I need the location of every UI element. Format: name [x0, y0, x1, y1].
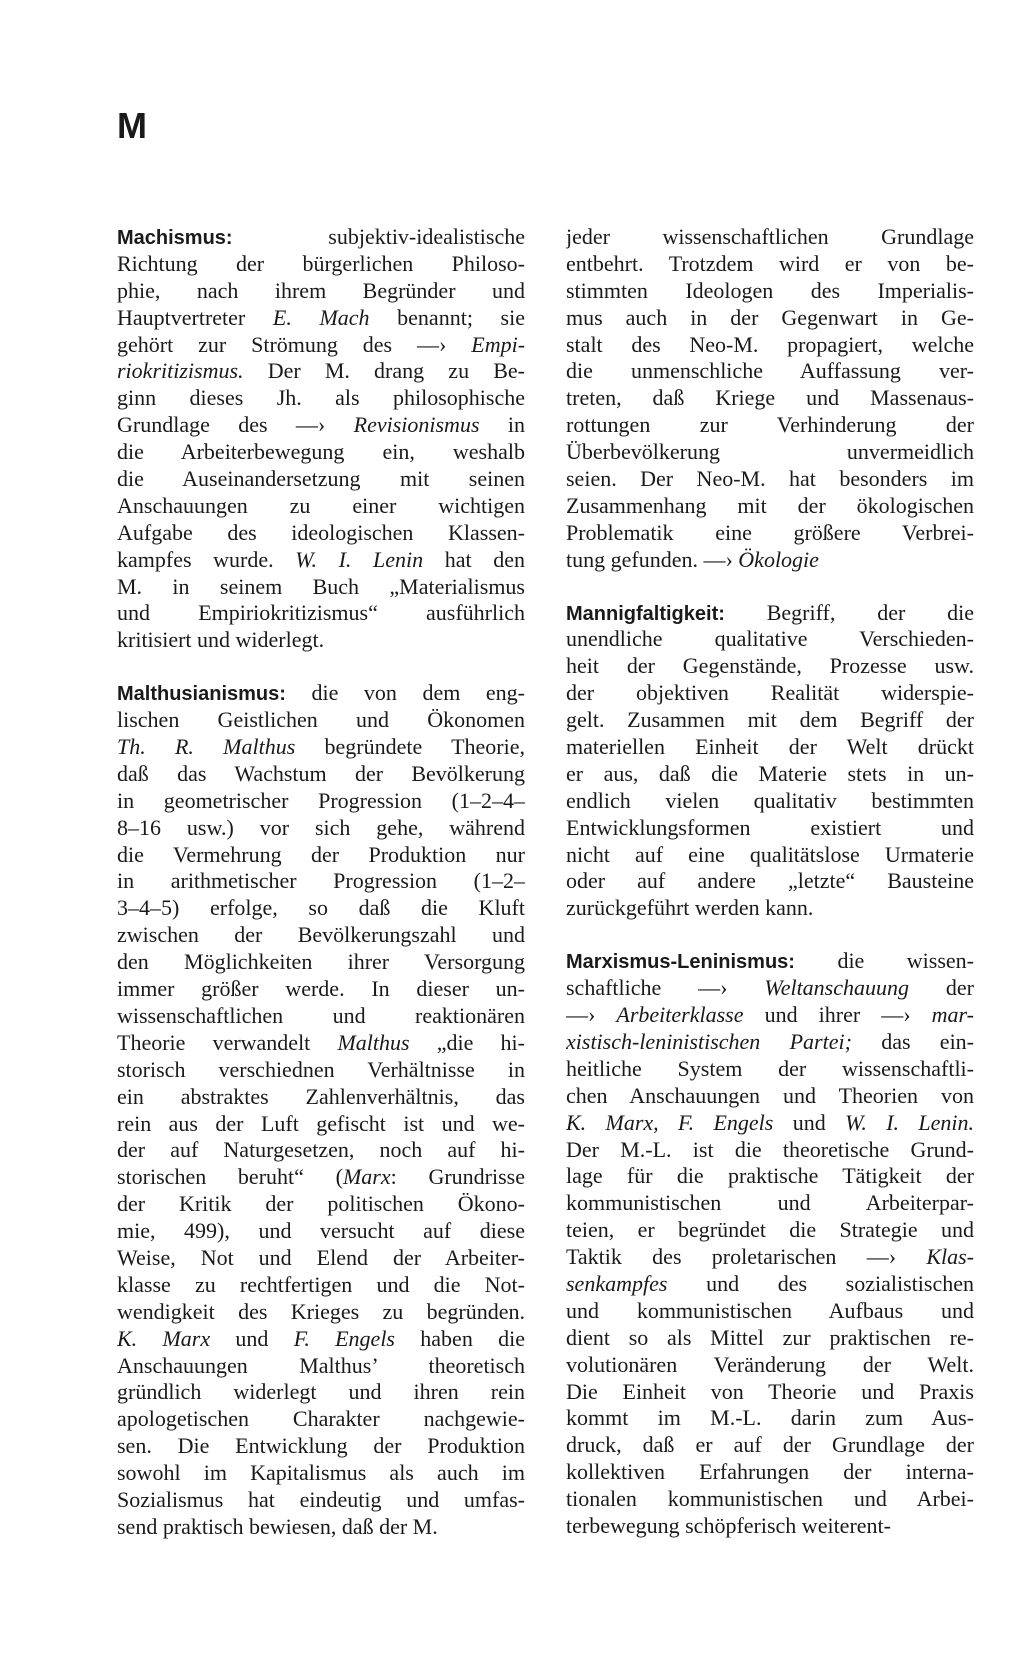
italic-text: F. Engels [293, 1325, 395, 1351]
text-segment: Anschauungen zu einer wichtigen [117, 492, 525, 518]
italic-text: Malthus [337, 1029, 410, 1055]
text-line [117, 1379, 525, 1406]
text-line [566, 626, 974, 653]
text-segment: Der M. drang zu Be- [243, 358, 525, 384]
text-segment: Problematik eine größere Verbrei- [566, 519, 974, 545]
text-segment: tung gefunden. [566, 546, 704, 572]
text-segment: immer größer werde. In dieser un- [117, 976, 525, 1002]
text-segment: oder auf andere „letzte“ Bausteine [566, 868, 974, 894]
text-segment [911, 1002, 932, 1027]
text-line [117, 1111, 525, 1138]
text-segment: mie, 499), und versucht auf diese [117, 1218, 525, 1244]
text-segment: stalt des Neo-M. propagiert, welche [566, 331, 974, 357]
text-segment: stimmten Ideologen des Imperialis- [566, 277, 974, 303]
text-line [566, 224, 974, 251]
text-segment: 8–16 usw.) vor sich gehe, während [117, 814, 525, 840]
text-segment: Der M.-L. ist die theoretische Grund- [566, 1136, 974, 1162]
text-segment: 3–4–5) erfolge, so daß die Kluft [117, 895, 525, 921]
text-segment: zwischen der Bevölkerungszahl und [117, 922, 525, 948]
dictionary-entry [117, 224, 525, 654]
cross-reference-arrow-icon: —› [417, 331, 447, 357]
text-line [566, 332, 974, 359]
text-segment: kampfes wurde. [117, 546, 296, 572]
italic-text: riokritizismus. [117, 358, 244, 384]
cross-reference-arrow-icon: —› [881, 1002, 911, 1028]
entry-headword: Marxismus-Leninismus: [566, 951, 795, 974]
text-line [566, 1056, 974, 1083]
text-line [117, 278, 525, 305]
text-line [117, 868, 525, 895]
text-line [566, 1459, 974, 1486]
text-segment: sowohl im Kapitalismus als auch im [117, 1460, 525, 1486]
text-line [566, 1137, 974, 1164]
text-segment: Zusammenhang mit der ökologischen [566, 492, 974, 518]
text-segment: wissenschaftlichen und reaktionären [117, 1002, 525, 1028]
text-line [566, 466, 974, 493]
text-line [566, 680, 974, 707]
italic-text: E. Mach [272, 304, 370, 330]
text-segment: der auf Naturgesetzen, noch auf hi- [117, 1137, 525, 1163]
text-segment: dient so als Mittel zur praktischen re- [566, 1324, 974, 1350]
italic-text: Weltanschauung [764, 975, 910, 1001]
text-segment: und [210, 1325, 294, 1351]
italic-text: xistisch-leninistischen Partei; [566, 1028, 852, 1054]
text-line [117, 412, 525, 439]
text-line [117, 224, 525, 251]
dictionary-entry [566, 600, 974, 923]
text-line [117, 1353, 525, 1380]
text-line [117, 332, 525, 359]
text-line [117, 574, 525, 601]
text-segment: schaftliche [566, 975, 699, 1001]
text-segment: er aus, daß die Materie stets in un- [566, 760, 974, 786]
text-segment: lischen Geistlichen und Ökonomen [117, 707, 525, 733]
dictionary-entry [566, 948, 974, 1540]
text-segment: kommt im M.-L. darin zum Aus- [566, 1405, 974, 1431]
text-segment: Taktik des proletarischen [566, 1244, 867, 1270]
text-segment: in arithmetischer Progression (1–2– [117, 868, 525, 894]
text-line [566, 1432, 974, 1459]
text-line [566, 1083, 974, 1110]
text-segment: chen Anschauungen und Theorien von [566, 1082, 974, 1108]
text-segment: Begriff, der die [766, 599, 974, 625]
text-segment: teien, er begründet die Strategie und [566, 1217, 974, 1243]
text-line [117, 922, 525, 949]
text-segment: den Möglichkeiten ihrer Versorgung [117, 949, 525, 975]
text-line [117, 707, 525, 734]
entry-continuation [566, 224, 974, 574]
text-line [117, 466, 525, 493]
text-segment: Überbevölkerung unvermeidlich [566, 439, 974, 465]
text-segment: mus auch in der Gegenwart in Ge- [566, 304, 974, 330]
text-line [117, 976, 525, 1003]
text-line [117, 895, 525, 922]
text-line [117, 1433, 525, 1460]
text-line [117, 1299, 525, 1326]
italic-text: Revisionismus [353, 412, 480, 438]
text-segment: und ihrer [743, 1002, 882, 1028]
text-segment: Hauptvertreter [117, 304, 273, 330]
text-segment: „die hi- [409, 1029, 525, 1055]
text-line [117, 788, 525, 815]
cross-reference-arrow-icon: —› [566, 1002, 596, 1028]
text-segment: gehört zur Strömung des [117, 331, 418, 357]
text-line [566, 385, 974, 412]
text-line [566, 1513, 974, 1540]
text-segment: sen. Die Entwicklung der Produktion [117, 1433, 525, 1459]
text-line [566, 1002, 974, 1029]
text-line [117, 734, 525, 761]
italic-text: K. Marx [117, 1325, 211, 1351]
text-segment: wendigkeit des Krieges zu begründen. [117, 1298, 525, 1324]
text-line [566, 358, 974, 385]
text-segment: hat den [423, 546, 525, 572]
text-line [117, 627, 525, 654]
text-segment: Theorie verwandelt [117, 1029, 338, 1055]
text-line [117, 305, 525, 332]
text-line [566, 412, 974, 439]
text-segment: die Auseinandersetzung mit seinen [117, 466, 525, 492]
text-line [566, 842, 974, 869]
text-segment: die Arbeiterbewegung ein, weshalb [117, 439, 525, 465]
text-line [117, 1326, 525, 1353]
text-segment: : Grundrisse [390, 1164, 525, 1190]
italic-text: Klas- [926, 1244, 974, 1270]
italic-text: senkampfes [566, 1270, 668, 1296]
italic-text: Empi- [471, 331, 525, 357]
text-line [117, 547, 525, 574]
text-line [566, 547, 974, 574]
text-segment: Entwicklungsformen existiert und [566, 814, 974, 840]
text-segment: rottungen zur Verhinderung der [566, 412, 974, 438]
text-segment: gründlich widerlegt und ihren rein [117, 1379, 525, 1405]
text-line [117, 1003, 525, 1030]
text-segment: und kommunistischen Aufbaus und [566, 1297, 974, 1323]
text-segment [446, 332, 471, 357]
cross-reference-arrow-icon: —› [698, 975, 728, 1001]
text-line [566, 707, 974, 734]
text-segment: und Empiriokritizismus“ ausführlich [117, 600, 525, 626]
text-segment: und [773, 1109, 846, 1135]
text-segment: Richtung der bürgerlichen Philoso- [117, 250, 525, 276]
text-segment: seien. Der Neo-M. hat besonders im [566, 466, 974, 492]
text-segment: heit der Gegenstände, Prozesse usw. [566, 653, 974, 679]
italic-text: W. I. Lenin [295, 546, 424, 572]
text-segment: tionalen kommunistischen und Arbei- [566, 1486, 974, 1512]
text-segment: materiellen Einheit der Welt drückt [566, 734, 974, 760]
text-line [566, 1298, 974, 1325]
entry-headword: Mannigfaltigkeit: [566, 602, 725, 625]
cross-reference-arrow-icon: —› [295, 412, 326, 438]
text-segment: und des sozialistischen [667, 1270, 974, 1296]
text-segment: phie, nach ihrem Begründer und [117, 277, 525, 303]
text-line [117, 1487, 525, 1514]
text-segment: in geometrischer Progression (1–2–4– [117, 787, 525, 813]
text-line [117, 1460, 525, 1487]
text-line [117, 1191, 525, 1218]
text-line [117, 358, 525, 385]
text-segment: Anschauungen Malthus’ theoretisch [117, 1352, 525, 1378]
italic-text: mar- [931, 1002, 974, 1028]
text-segment: endlich vielen qualitativ bestimmten [566, 787, 974, 813]
text-segment [728, 975, 765, 1000]
text-line [566, 1352, 974, 1379]
text-segment: apologetischen Charakter nachgewie- [117, 1406, 525, 1432]
cross-reference-arrow-icon: —› [703, 546, 733, 572]
text-line [117, 1164, 525, 1191]
text-line [117, 842, 525, 869]
italic-text: Arbeiterklasse [616, 1002, 744, 1028]
text-line [117, 439, 525, 466]
text-line [566, 439, 974, 466]
cross-reference-arrow-icon: —› [866, 1244, 897, 1270]
entry-headword: Machismus: [117, 227, 233, 249]
text-line [117, 680, 525, 707]
text-segment: jeder wissenschaftlichen Grundlage [566, 224, 974, 249]
text-line [566, 788, 974, 815]
text-segment [325, 412, 353, 437]
text-segment: die wissen- [837, 948, 974, 974]
text-segment: der objektiven Realität widerspie- [566, 680, 974, 706]
text-line [117, 1245, 525, 1272]
text-line [566, 1190, 974, 1217]
text-line [566, 1405, 974, 1432]
text-line [117, 1218, 525, 1245]
text-segment: entbehrt. Trotzdem wird er von be- [566, 250, 974, 276]
text-segment: Aufgabe des ideologischen Klassen- [117, 519, 525, 545]
text-line [566, 493, 974, 520]
text-segment: der [909, 975, 974, 1001]
text-segment: M. in seinem Buch „Materialismus [117, 573, 525, 599]
text-line [566, 1486, 974, 1513]
entry-headword: Malthusianismus: [117, 683, 286, 706]
text-line [566, 1163, 974, 1190]
text-segment: begründete Theorie, [295, 734, 525, 760]
text-segment: Weise, Not und Elend der Arbeiter- [117, 1244, 525, 1270]
text-segment: treten, daß Kriege und Massenaus- [566, 385, 974, 411]
text-segment: zurückgeführt werden kann. [566, 895, 814, 921]
text-segment: kommunistischen und Arbeiterpar- [566, 1190, 974, 1216]
text-segment: die unmenschliche Auffassung ver- [566, 358, 974, 384]
text-segment: heitliche System der wissenschaftli- [566, 1055, 974, 1081]
text-line [117, 1514, 525, 1541]
italic-text: K. Marx, F. Engels [566, 1109, 774, 1135]
text-segment: ginn dieses Jh. als philosophische [117, 385, 525, 411]
text-line [566, 761, 974, 788]
text-line [117, 1406, 525, 1433]
section-letter: M [117, 105, 147, 146]
text-segment: die von dem eng- [311, 680, 525, 706]
text-segment: klasse zu rechtfertigen und die Not- [117, 1271, 525, 1297]
text-line [566, 868, 974, 895]
text-line [117, 493, 525, 520]
text-line [117, 520, 525, 547]
text-line [117, 1030, 525, 1057]
italic-text: Th. R. Malthus [117, 734, 296, 760]
text-line [566, 1029, 974, 1056]
text-line [117, 1057, 525, 1084]
text-segment: Die Einheit von Theorie und Praxis [566, 1378, 974, 1404]
text-line [566, 815, 974, 842]
text-line [117, 949, 525, 976]
text-line [117, 1137, 525, 1164]
text-line [566, 520, 974, 547]
text-segment: storisch verschiednen Verhältnisse in [117, 1056, 525, 1082]
text-line [117, 1272, 525, 1299]
text-line [566, 975, 974, 1002]
text-line [566, 653, 974, 680]
text-line [117, 385, 525, 412]
text-segment: benannt; sie [369, 304, 525, 330]
text-line [566, 895, 974, 922]
text-line [566, 600, 974, 627]
text-segment: haben die [395, 1325, 525, 1351]
text-segment: daß das Wachstum der Bevölkerung [117, 760, 525, 786]
text-segment: druck, daß er auf der Grundlage der [566, 1432, 974, 1458]
text-line [117, 1084, 525, 1111]
text-line [117, 761, 525, 788]
text-line [566, 1217, 974, 1244]
text-line [566, 278, 974, 305]
italic-text: Ökologie [738, 546, 819, 572]
text-segment: nicht auf eine qualitätslose Urmaterie [566, 841, 974, 867]
dictionary-entry [117, 680, 525, 1541]
text-segment [896, 1244, 926, 1269]
text-line [566, 251, 974, 278]
text-segment: lage für die praktische Tätigkeit der [566, 1163, 974, 1189]
italic-text: Marx [342, 1164, 391, 1190]
text-segment: storischen beruht“ ( [117, 1164, 343, 1190]
text-segment [595, 1002, 616, 1027]
right-column [566, 224, 974, 1566]
text-segment: subjektiv-idealistische [328, 224, 525, 249]
text-segment: Sozialismus hat eindeutig und umfas- [117, 1486, 525, 1512]
text-line [566, 1110, 974, 1137]
text-segment: die Vermehrung der Produktion nur [117, 841, 525, 867]
text-line [566, 948, 974, 975]
text-segment: gelt. Zusammen mit dem Begriff der [566, 707, 974, 733]
text-segment: kritisiert und widerlegt. [117, 627, 325, 653]
text-segment: in [479, 412, 525, 438]
text-line [117, 251, 525, 278]
text-line [117, 815, 525, 842]
text-segment: Grundlage des [117, 412, 296, 438]
text-segment: der Kritik der politischen Ökono- [117, 1191, 525, 1217]
text-segment: volutionären Veränderung der Welt. [566, 1351, 974, 1377]
text-segment: rein aus der Luft gefischt ist und we- [117, 1110, 525, 1136]
italic-text: W. I. Lenin. [845, 1109, 974, 1135]
text-line [566, 1325, 974, 1352]
text-line [117, 600, 525, 627]
text-line [566, 305, 974, 332]
left-column [117, 224, 525, 1567]
text-line [566, 734, 974, 761]
text-line [566, 1271, 974, 1298]
text-line [566, 1379, 974, 1406]
text-segment: terbewegung schöpferisch weiterent- [566, 1512, 891, 1538]
text-segment: kollektiven Erfahrungen der interna- [566, 1459, 974, 1485]
text-segment: ein abstraktes Zahlenverhältnis, das [117, 1083, 525, 1109]
text-segment: das ein- [851, 1028, 974, 1054]
text-line [566, 1244, 974, 1271]
text-segment: send praktisch bewiesen, daß der M. [117, 1513, 438, 1539]
text-segment: unendliche qualitative Verschieden- [566, 626, 974, 652]
